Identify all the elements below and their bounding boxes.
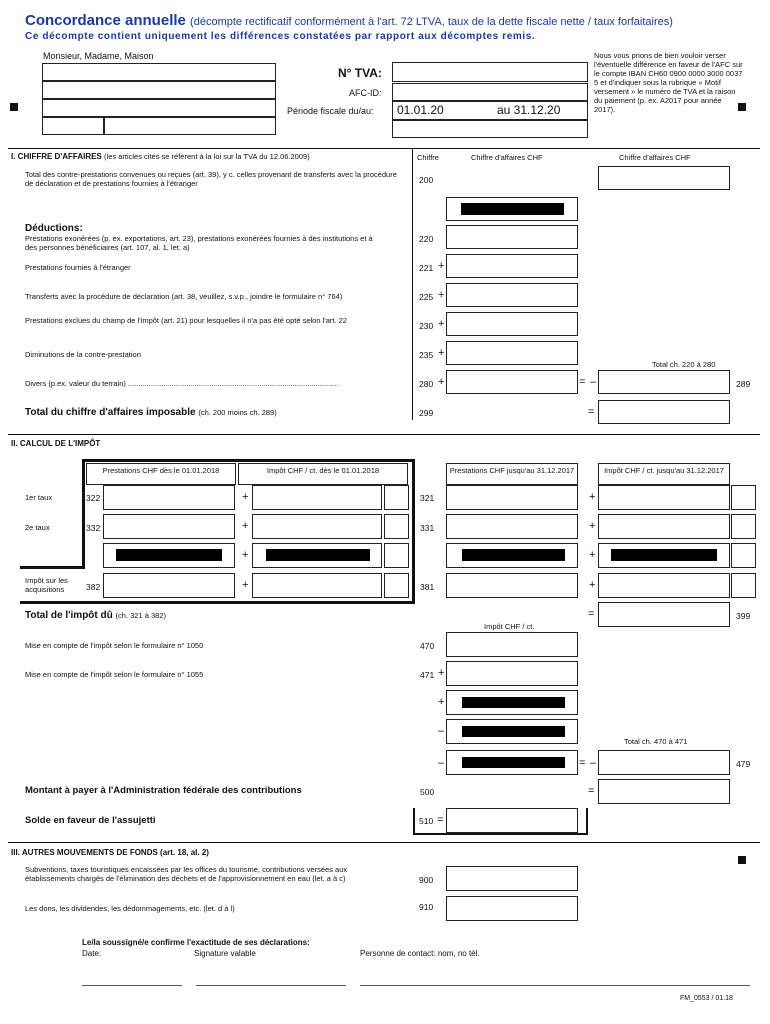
code-299: 299 [419, 408, 434, 418]
signature-label: Signature valable [194, 949, 256, 958]
frame-bottom [20, 601, 415, 604]
plus-r473: + [438, 696, 445, 708]
field-280[interactable] [446, 370, 578, 394]
redaction-r3-impot [266, 549, 370, 561]
address-line-3[interactable] [42, 99, 276, 117]
code-479: 479 [736, 759, 751, 769]
code-900: 900 [419, 875, 434, 885]
code-221: 221 [419, 263, 434, 273]
total-due-note: (ch. 321 à 382) [115, 611, 166, 620]
period-label: Période fiscale du/au: [287, 106, 374, 116]
col-h4: Impôt CHF / ct. jusqu'au 31.12.2017 [598, 463, 730, 485]
plus-322: + [242, 491, 249, 503]
code-332: 332 [86, 523, 101, 533]
code-382: 382 [86, 582, 101, 592]
equals-399: = [588, 608, 595, 620]
rate2-label: 2e taux [25, 523, 50, 532]
contact-line[interactable] [360, 985, 750, 986]
acq-label: Impôt sur les acquisitions [25, 576, 68, 594]
solde-right-border [586, 808, 588, 835]
redaction-200 [461, 203, 564, 215]
frame-right [412, 459, 415, 604]
code-471: 471 [420, 670, 435, 680]
redaction-r3b-impot [611, 549, 717, 561]
row470-label: Mise en compte de l'impôt selon le formulaire n° 1050 [25, 641, 204, 650]
field-321-prest[interactable] [446, 485, 578, 510]
field-500[interactable] [598, 779, 730, 804]
minus-289: – [590, 376, 597, 388]
code-200: 200 [419, 175, 434, 185]
field-321-impot[interactable] [598, 485, 730, 510]
field-381-impot[interactable] [598, 573, 730, 598]
plus-381: + [589, 579, 596, 591]
code-321: 321 [420, 493, 435, 503]
plus-382: + [242, 579, 249, 591]
plus-471: + [438, 667, 445, 679]
section3-rule [8, 842, 760, 843]
form-subtitle: Ce décompte contient uniquement les différences constatées par rapport aux décomptes remis. [25, 31, 536, 42]
row900-label: Subventions, taxes touristiques encaissées par les offices du tourisme, contributions versées aux établissements chargés de l'élimination des déchets et de l'approvisionnement en eau (let. a à c) [25, 865, 348, 883]
field-221[interactable] [446, 254, 578, 278]
redaction-r473 [462, 697, 565, 708]
row230-label: Prestations exclues du champ de l'impôt (art. 21) pour lesquelles il n'a pas été opté selon l'art. 22 [25, 316, 347, 325]
form-title-note: (décompte rectificatif conformément à l'art. 72 LTVA, taux de la dette fiscale nette / taux forfaitaires) [190, 16, 673, 28]
montant-label: Montant à payer à l'Administration fédérale des contributions [25, 785, 302, 796]
code-230: 230 [419, 321, 434, 331]
field-332-ct[interactable] [384, 514, 409, 539]
impot-col-label: Impôt CHF / ct. [484, 622, 535, 631]
tva-label: N° TVA: [338, 66, 382, 80]
section1-col-divider [412, 148, 413, 420]
afc-label: AFC-ID: [349, 88, 382, 98]
date-label: Date: [82, 949, 102, 958]
section2-heading: II. CALCUL DE L'IMPÔT [11, 439, 101, 448]
address-line-1[interactable] [42, 63, 276, 81]
plus-331: + [589, 520, 596, 532]
row235-label: Diminutions de la contre-prestation [25, 350, 141, 359]
row910-label: Les dons, les dividendes, les dédommagements, etc. (let. d à l) [25, 904, 235, 913]
address-line-2[interactable] [42, 81, 276, 99]
field-r3b-ct[interactable] [731, 543, 756, 568]
field-321-ct[interactable] [731, 485, 756, 510]
row221-label: Prestations fournies à l'étranger [25, 263, 131, 272]
code-220: 220 [419, 234, 434, 244]
field-220[interactable] [446, 225, 578, 249]
section1-heading: I. CHIFFRE D'AFFAIRES (les articles cités se réfèrent à la loi sur la TVA du 12.06.2009) [11, 152, 310, 161]
confirm-text: Le/la soussigné/e confirme l'exactitude de ses déclarations: [82, 938, 310, 947]
field-230[interactable] [446, 312, 578, 336]
plus-230: + [438, 318, 445, 330]
frame-step [20, 566, 85, 569]
field-331-prest[interactable] [446, 514, 578, 539]
field-381-ct[interactable] [731, 573, 756, 598]
field-235[interactable] [446, 341, 578, 365]
equals-500: = [588, 785, 595, 797]
code-331: 331 [420, 523, 435, 533]
code-289: 289 [736, 379, 751, 389]
code-280: 280 [419, 379, 434, 389]
field-331-impot[interactable] [598, 514, 730, 539]
code-322: 322 [86, 493, 101, 503]
period-to: au 31.12.20 [497, 103, 561, 117]
col-ca: Chiffre d'affaires CHF [471, 153, 543, 162]
registration-mark-section3 [738, 856, 746, 864]
solde-bottom-border [413, 833, 588, 835]
field-910[interactable] [446, 896, 578, 921]
solde-label: Solde en faveur de l'assujetti [25, 815, 156, 826]
plus-r3: + [242, 549, 249, 561]
code-910: 910 [419, 902, 434, 912]
date-line[interactable] [82, 985, 182, 986]
total-220-280-label: Total ch. 220 à 280 [652, 360, 716, 369]
field-331-ct[interactable] [731, 514, 756, 539]
redaction-r3b-prest [462, 549, 565, 561]
col-ca2: Chiffre d'affaires CHF [619, 153, 691, 162]
plus-332: + [242, 520, 249, 532]
plus-r3b: + [589, 549, 596, 561]
equals-510: = [437, 814, 444, 826]
deductions-heading: Déductions: [25, 223, 83, 234]
afc-id-field[interactable] [392, 83, 588, 101]
total-ca-label: Total du chiffre d'affaires imposable (ch. 200 moins ch. 289) [25, 407, 277, 418]
minus-r475: – [438, 757, 445, 769]
frame-top [82, 459, 415, 462]
solde-left-border [413, 808, 415, 835]
period-from: 01.01.20 [397, 103, 444, 117]
addressee-label: Monsieur, Madame, Maison [43, 51, 154, 61]
code-381: 381 [420, 582, 435, 592]
code-225: 225 [419, 292, 434, 302]
plus-280: + [438, 376, 445, 388]
form-code: FM_0553 / 01.18 [680, 995, 733, 1002]
field-381-prest[interactable] [446, 573, 578, 598]
field-322-prest[interactable] [103, 485, 235, 510]
field-322-ct[interactable] [384, 485, 409, 510]
address-zip[interactable] [42, 117, 104, 135]
code-470: 470 [420, 641, 435, 651]
signature-line[interactable] [196, 985, 346, 986]
col-h2: Impôt CHF / ct. dès le 01.01.2018 [238, 463, 408, 485]
redaction-r475 [462, 757, 565, 768]
col-h3: Prestations CHF jusqu'au 31.12.2017 [446, 463, 578, 485]
plus-235: + [438, 347, 445, 359]
section1-rule [8, 148, 760, 149]
row471-label: Mise en compte de l'impôt selon le formulaire n° 1055 [25, 670, 204, 679]
code-500: 500 [420, 787, 435, 797]
field-470[interactable] [446, 632, 578, 657]
total-ca-note: (ch. 200 moins ch. 289) [198, 408, 277, 417]
contact-label: Personne de contact: nom, no tél. [360, 949, 480, 958]
plus-321: + [589, 491, 596, 503]
field-332-prest[interactable] [103, 514, 235, 539]
field-399[interactable] [598, 602, 730, 627]
field-225[interactable] [446, 283, 578, 307]
section2-rule [8, 434, 760, 435]
row280-label: Divers (p.ex. valeur du terrain) ..................................................................................................... [25, 379, 339, 388]
field-289[interactable] [598, 370, 730, 394]
section1-heading-note: (les articles cités se réfèrent à la loi sur la TVA du 12.06.2009) [104, 152, 310, 161]
minus-479: – [590, 757, 597, 769]
field-r3-ct[interactable] [384, 543, 409, 568]
redaction-r3-prest [116, 549, 222, 561]
payment-note: Nous vous prions de bien vouloir verser l'éventuelle différence en faveur de l'AFC sur le compte IBAN CH60 0900 0000 3000 0037 5 et d'indiquer sous la rubrique « Motif versement » le numéro de TVA et la raison du paiement (p. ex. A2017 pour année 2017). [594, 51, 743, 114]
equals-299: = [588, 406, 595, 418]
total-due-label: Total de l'impôt dû (ch. 321 à 382) [25, 610, 166, 621]
field-299[interactable] [598, 400, 730, 424]
rate1-label: 1er taux [25, 493, 53, 502]
code-510: 510 [419, 816, 434, 826]
plus-225: + [438, 289, 445, 301]
tva-number-field[interactable] [392, 62, 588, 82]
row225-label: Transferts avec la procédure de déclaration (art. 38, veuillez, s.v.p., joindre le formulaire n° 764) [25, 292, 343, 301]
col-chiffre: Chiffre [417, 153, 439, 162]
registration-mark-left [10, 103, 18, 111]
code-235: 235 [419, 350, 434, 360]
address-city[interactable] [104, 117, 276, 135]
equals-280: = [579, 376, 586, 388]
section3-heading: III. AUTRES MOUVEMENTS DE FONDS (art. 18, al. 2) [11, 848, 209, 857]
col-h1: Prestations CHF dès le 01.01.2018 [86, 463, 236, 485]
frame-left-upper [82, 459, 85, 567]
field-322-impot[interactable] [252, 485, 382, 510]
form-title: Concordance annuelle (décompte rectificatif conformément à l'art. 72 LTVA, taux de la dette fiscale nette / taux forfaitaires) [25, 12, 673, 29]
plus-221: + [438, 260, 445, 272]
code-399: 399 [736, 611, 751, 621]
redaction-r474 [462, 726, 565, 737]
row200-label: Total des contre-prestations convenues ou reçues (art. 39), y c. celles provenant de transferts avec la procédure de déclaration et de prestations fournies à l'étranger [25, 170, 397, 188]
field-510[interactable] [446, 808, 578, 833]
equals-479: = [579, 757, 586, 769]
field-382-ct[interactable] [384, 573, 409, 598]
field-332-impot[interactable] [252, 514, 382, 539]
field-200[interactable] [598, 166, 730, 190]
row220-label: Prestations exonérées (p. ex. exportations, art. 23), prestations exonérées fournies à des institutions et à des personnes bénéficiaires (art. 107, al. 1, let. a) [25, 234, 373, 252]
extra-header-field[interactable] [392, 120, 588, 138]
field-479[interactable] [598, 750, 730, 775]
field-900[interactable] [446, 866, 578, 891]
total-470-471-label: Total ch. 470 à 471 [624, 737, 688, 746]
field-471[interactable] [446, 661, 578, 686]
field-382-impot[interactable] [252, 573, 382, 598]
minus-r474: – [438, 725, 445, 737]
field-382-prest[interactable] [103, 573, 235, 598]
